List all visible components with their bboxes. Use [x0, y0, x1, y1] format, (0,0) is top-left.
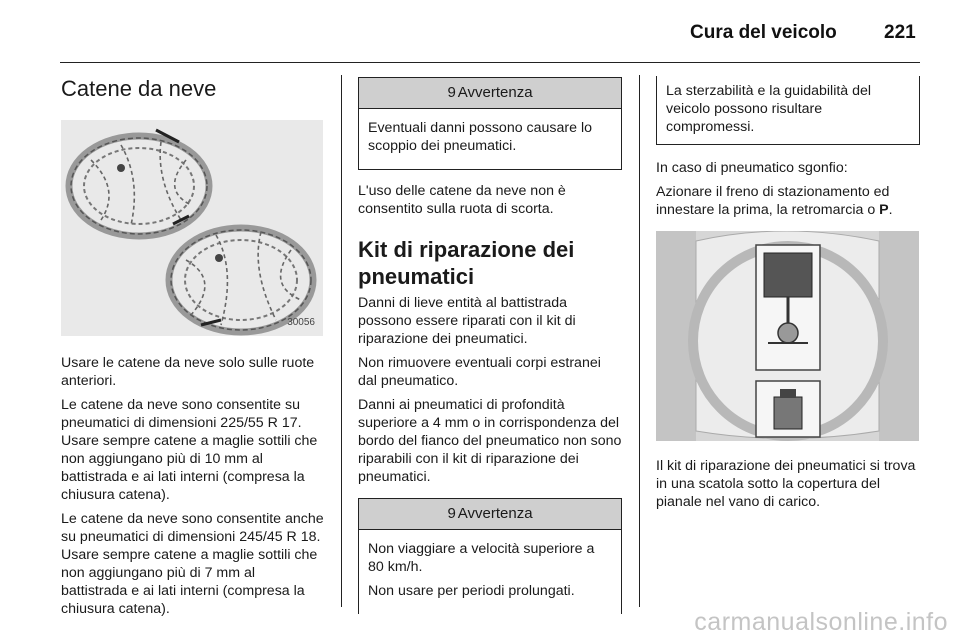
paragraph: In caso di pneumatico sgonfio: [656, 160, 848, 176]
warning-text: Non usare per periodi prolungati. [368, 583, 575, 599]
warning-text: La sterzabilità e la guidabilità del veicolo possono risultare compromessi. [666, 83, 872, 135]
gear-p: P [879, 202, 889, 218]
warning-icon: 9 [447, 84, 456, 101]
warning-icon: 9 [447, 505, 456, 522]
warning-text: Non viaggiare a velocità superiore a 80 km/h. [368, 541, 595, 575]
warning-box [358, 498, 622, 614]
paragraph: Danni ai pneumatici di profondità superiore a 4 mm o in corrispondenza del bordo del fianco del pneumatico non sono riparabili con il kit di riparazione dei pneumatici. [358, 397, 622, 485]
warning-header [359, 499, 621, 530]
page-number: 221 [884, 22, 916, 43]
header-title: Cura del veicolo [690, 22, 837, 43]
warning-box [358, 77, 622, 170]
snow-chains-figure [61, 120, 323, 336]
watermark: carmanualsonline.info [694, 608, 948, 636]
column-2 [358, 77, 622, 614]
tyre-kit-figure [656, 231, 919, 441]
warning-body [359, 530, 621, 614]
warning-title: Avvertenza [457, 84, 533, 101]
section-title: Catene da neve [61, 76, 217, 101]
column-3 [656, 76, 922, 517]
figure-code: 30056 [287, 317, 315, 328]
paragraph: Le catene da neve sono consentite su pneumatici di dimensioni 225/55 R 17. Usare sempre catene a maglie sottili che non aggiungano più di 10 mm al battistrada e ai lati interni (compresa la chiusura catena). [61, 397, 318, 503]
warning-header [359, 78, 621, 109]
header-rule [60, 62, 920, 63]
column-1 [61, 76, 325, 624]
paragraph: Usare le catene da neve solo sulle ruote anteriori. [61, 355, 315, 389]
paragraph: Danni di lieve entità al battistrada possono essere riparati con il kit di riparazione dei pneumatici. [358, 295, 576, 347]
subsection-title: Kit di riparazione dei pneumatici [358, 237, 575, 289]
warning-text: Eventuali danni possono causare lo scoppio dei pneumatici. [368, 120, 593, 154]
paragraph: Il kit di riparazione dei pneumatici si trova in una scatola sotto la copertura del pianale nel vano di carico. [656, 458, 916, 510]
paragraph: Azionare il freno di stazionamento ed innestare la prima, la retromarcia o P. [656, 184, 893, 218]
snow-chains-illustration [61, 120, 323, 336]
column-separator [341, 75, 342, 607]
warning-title: Avvertenza [457, 505, 533, 522]
warning-body [359, 109, 621, 169]
paragraph: Le catene da neve sono consentite anche su pneumatici di dimensioni 245/45 R 18. Usare sempre catene a maglie sottili che non aggiungano più di 7 mm al battistrada e ai lati interni (compresa la chiusura catena). [61, 511, 324, 617]
paragraph: L'uso delle catene da neve non è consentito sulla ruota di scorta. [358, 183, 566, 217]
paragraph: Non rimuovere eventuali corpi estranei dal pneumatico. [358, 355, 601, 389]
warning-continuation-box [656, 76, 920, 145]
tyre-kit-illustration [656, 231, 919, 441]
column-separator [639, 75, 640, 607]
